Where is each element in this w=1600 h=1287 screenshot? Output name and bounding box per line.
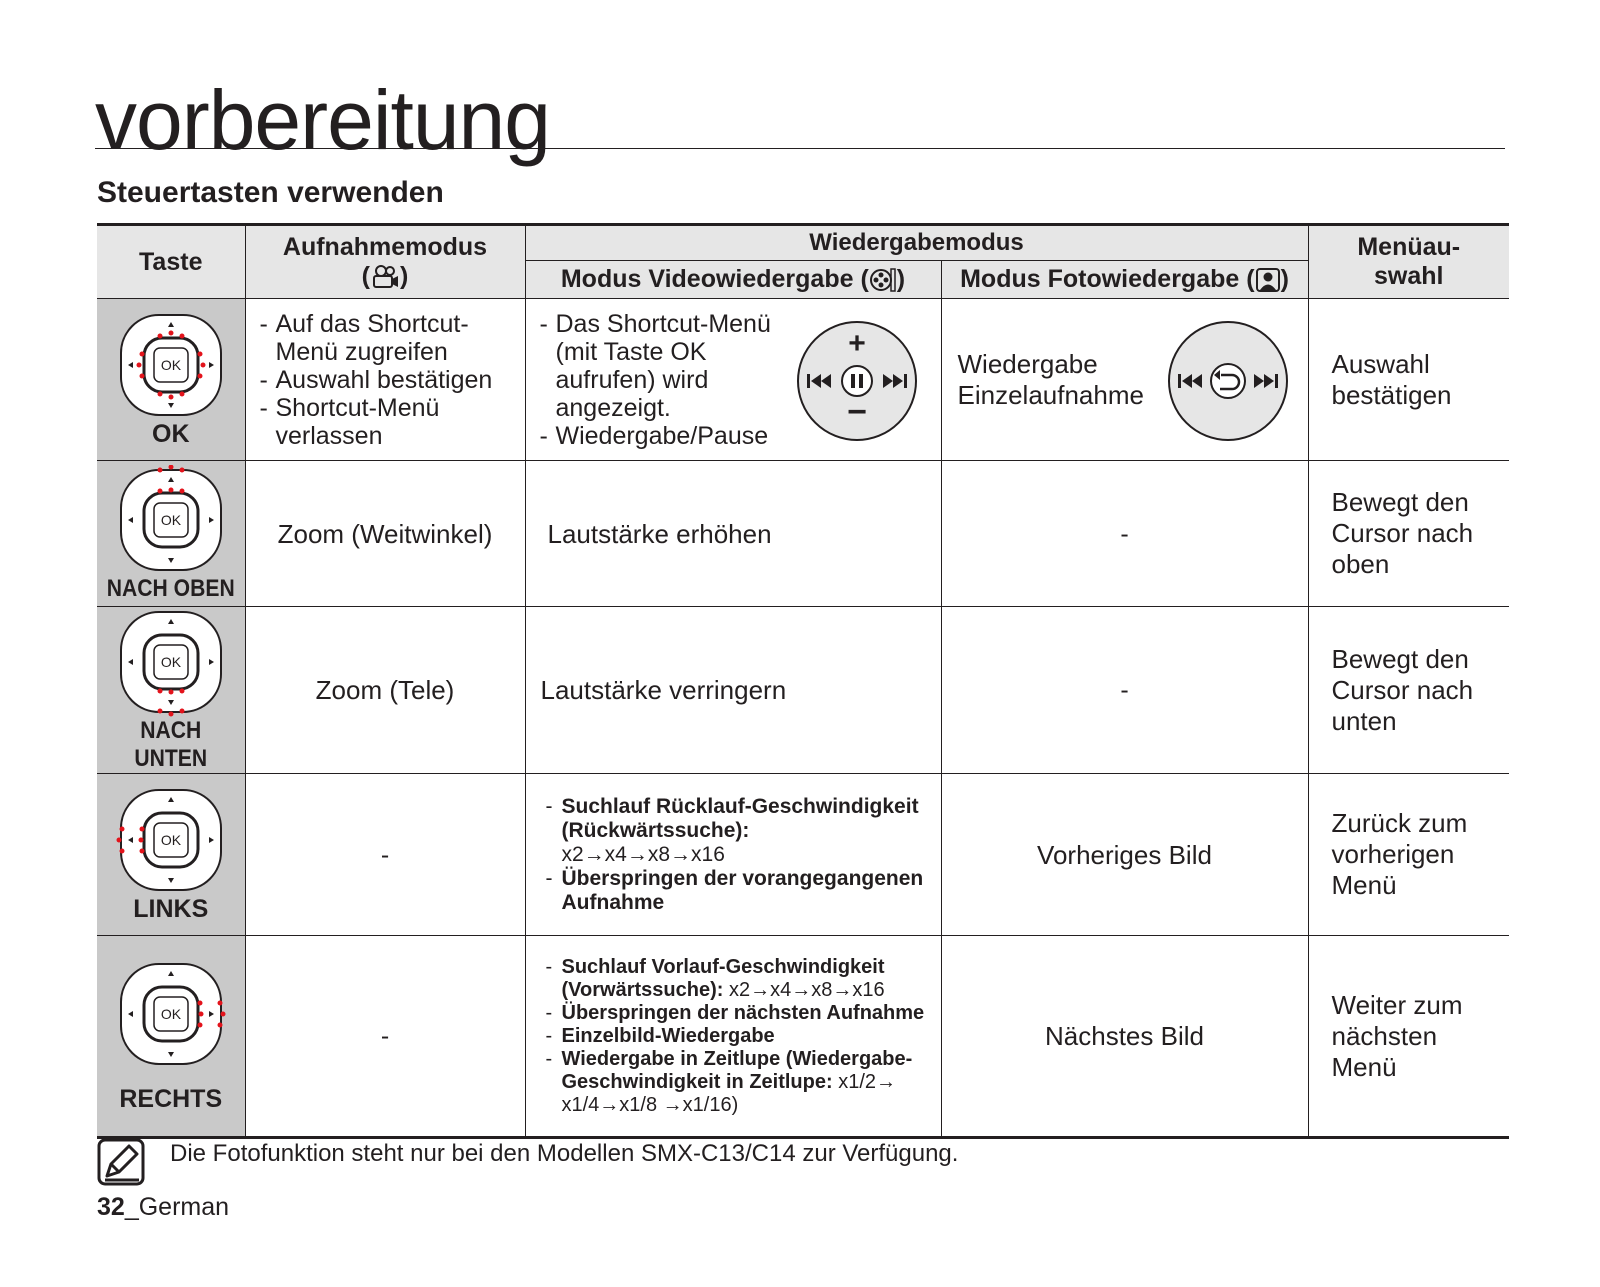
list [542, 795, 941, 915]
right-search-bold: Suchlauf Vorlauf-Geschwindigkeit (Vorwärtssuche): [561, 955, 885, 1001]
cell-right-menu-text: Weiter zum nächsten Menü [1331, 989, 1463, 1082]
table-row [97, 299, 1509, 461]
cell-left-video [525, 774, 941, 936]
list-item: - Shortcut-Menü verlassen [256, 394, 525, 450]
title-rule [95, 148, 1505, 149]
list-item: - Auswahl bestätigen [256, 366, 525, 394]
cell-left-foto: Vorheriges Bild [941, 774, 1308, 936]
header-foto: Modus Fotowiedergabe ( ) [941, 261, 1308, 299]
table-row [97, 936, 1509, 1138]
cell-left-menu [1308, 774, 1509, 936]
section-title: Steuertasten verwenden [97, 176, 444, 209]
cell-right-foto: Nächstes Bild [941, 936, 1308, 1138]
cell-down-aufnahme: Zoom (Tele) [245, 607, 525, 774]
dpad-left-icon [116, 785, 226, 895]
cell-left-aufnahme: - [245, 774, 525, 936]
list-item [542, 1025, 941, 1048]
control-keys-table [97, 223, 1509, 1139]
dpad-ok-text: OK [160, 1005, 181, 1022]
cell-ok-foto [941, 299, 1308, 461]
right-frame-bold: Einzelbild-Wiedergabe [561, 1024, 775, 1047]
dpad-down-icon [116, 607, 226, 717]
left-search-speeds: x2→x4→x8→x16 [561, 842, 725, 866]
dpad-ok-text: OK [160, 357, 181, 373]
cell-up-menu-text: Bewegt den Cursor nach oben [1331, 487, 1474, 579]
right-slow-speeds: x1/2→ x1/4→x1/8 →x1/16) [561, 1070, 897, 1116]
cell-up-foto: - [941, 461, 1308, 607]
page-number: 32 [97, 1193, 125, 1221]
cell-right-video [525, 936, 941, 1138]
list-item [542, 1048, 941, 1117]
key-label-ok: OK [152, 420, 190, 448]
dpad-ok-text: OK [160, 511, 181, 528]
page-footer [97, 1193, 229, 1222]
playback-dial-icon [795, 319, 919, 443]
header-video-label: Modus Videowiedergabe [560, 265, 854, 293]
volume-plus-text: + [847, 327, 866, 360]
photo-dial-icon [1166, 319, 1290, 443]
right-skip-bold: Überspringen der nächsten Aufnahme [561, 1001, 925, 1024]
table-row [97, 774, 1509, 936]
header-foto-label: Modus Fotowiedergabe [960, 265, 1240, 293]
list [542, 956, 941, 1117]
header-menuauswahl [1308, 225, 1509, 299]
dpad-ok-icon [116, 310, 226, 420]
list-item [542, 867, 941, 915]
header-menu-line1: Menüau- [1357, 233, 1461, 261]
cell-ok-menu-text: Auswahl bestätigen [1331, 348, 1452, 410]
cell-right-aufnahme: - [245, 936, 525, 1138]
cell-right-menu [1308, 936, 1509, 1138]
note-text: Die Fotofunktion steht nur bei den Modellen SMX-C13/C14 zur Verfügung. [170, 1140, 959, 1167]
header-menu-line2: swahl [1374, 262, 1444, 290]
list-item [542, 795, 941, 867]
volume-minus-text: − [846, 393, 867, 431]
cell-up-video: Lautstärke erhöhen [525, 461, 941, 607]
cell-up-menu [1308, 461, 1509, 607]
cell-ok-menu [1308, 299, 1509, 461]
cell-up-aufnahme: Zoom (Weitwinkel) [245, 461, 525, 607]
page-title: vorbereitung [95, 73, 550, 167]
cell-down-video: Lautstärke verringern [525, 607, 941, 774]
dpad-right-icon [116, 959, 226, 1069]
key-label-links: LINKS [133, 895, 209, 923]
list-item: - Auf das Shortcut-Menü zugreifen [256, 310, 525, 366]
page-language: _German [124, 1193, 230, 1221]
right-slow-bold: Wiedergabe in Zeitlupe (Wiedergabe-Geschwindigkeit in Zeitlupe: [561, 1047, 913, 1093]
header-aufnahmemodus: Aufnahmemodus ( ) [245, 225, 525, 299]
cell-ok-video [525, 299, 941, 461]
cell-left-menu-text: Zurück zum vorherigen Menü [1331, 808, 1468, 900]
cell-ok-aufnahme [245, 299, 525, 461]
photo-person-icon [1255, 267, 1281, 293]
key-cell-nach-oben [97, 461, 245, 607]
dpad-ok-text: OK [160, 654, 181, 670]
key-cell-rechts [97, 936, 245, 1138]
key-cell-ok [97, 299, 245, 461]
list [256, 310, 525, 450]
dpad-up-icon [116, 465, 226, 575]
key-label-nach-oben: NACH OBEN [106, 574, 235, 602]
left-search-bold: Suchlauf Rücklauf-Geschwindigkeit (Rückwärtssuche): [561, 794, 919, 842]
cell-down-menu-text: Bewegt den Cursor nach unten [1331, 643, 1474, 736]
cell-down-menu [1308, 607, 1509, 774]
key-label-rechts: RECHTS [119, 1084, 223, 1113]
dpad-ok-text: OK [160, 832, 181, 848]
header-aufnahmemodus-label: Aufnahmemodus [282, 233, 488, 261]
left-skip-bold: Überspringen der vorangegangenen Aufnahme [561, 866, 924, 914]
camcorder-icon [370, 264, 400, 290]
key-cell-links [97, 774, 245, 936]
list-item: - Wiedergabe/Pause [536, 422, 786, 450]
header-wiedergabemodus: Wiedergabemodus [525, 225, 1308, 261]
key-label-nach-unten: NACH UNTEN [134, 717, 208, 772]
list-item [542, 1002, 941, 1025]
list-item [542, 956, 941, 1002]
list-item: - Das Shortcut-Menü (mit Taste OK aufrufen) wird angezeigt. [536, 310, 786, 422]
cell-down-foto: - [941, 607, 1308, 774]
table-row [97, 607, 1509, 774]
header-video: Modus Videowiedergabe ( ) [525, 261, 941, 299]
note-pencil-icon [97, 1138, 145, 1186]
header-taste: Taste [97, 225, 245, 299]
table-row [97, 461, 1509, 607]
cell-ok-foto-text: Wiedergabe Einzelaufnahme [957, 348, 1144, 410]
key-cell-nach-unten [97, 607, 245, 774]
right-search-speeds: x2→x4→x8→x16 [728, 978, 885, 1001]
film-reel-icon [869, 267, 897, 293]
list [536, 310, 786, 450]
